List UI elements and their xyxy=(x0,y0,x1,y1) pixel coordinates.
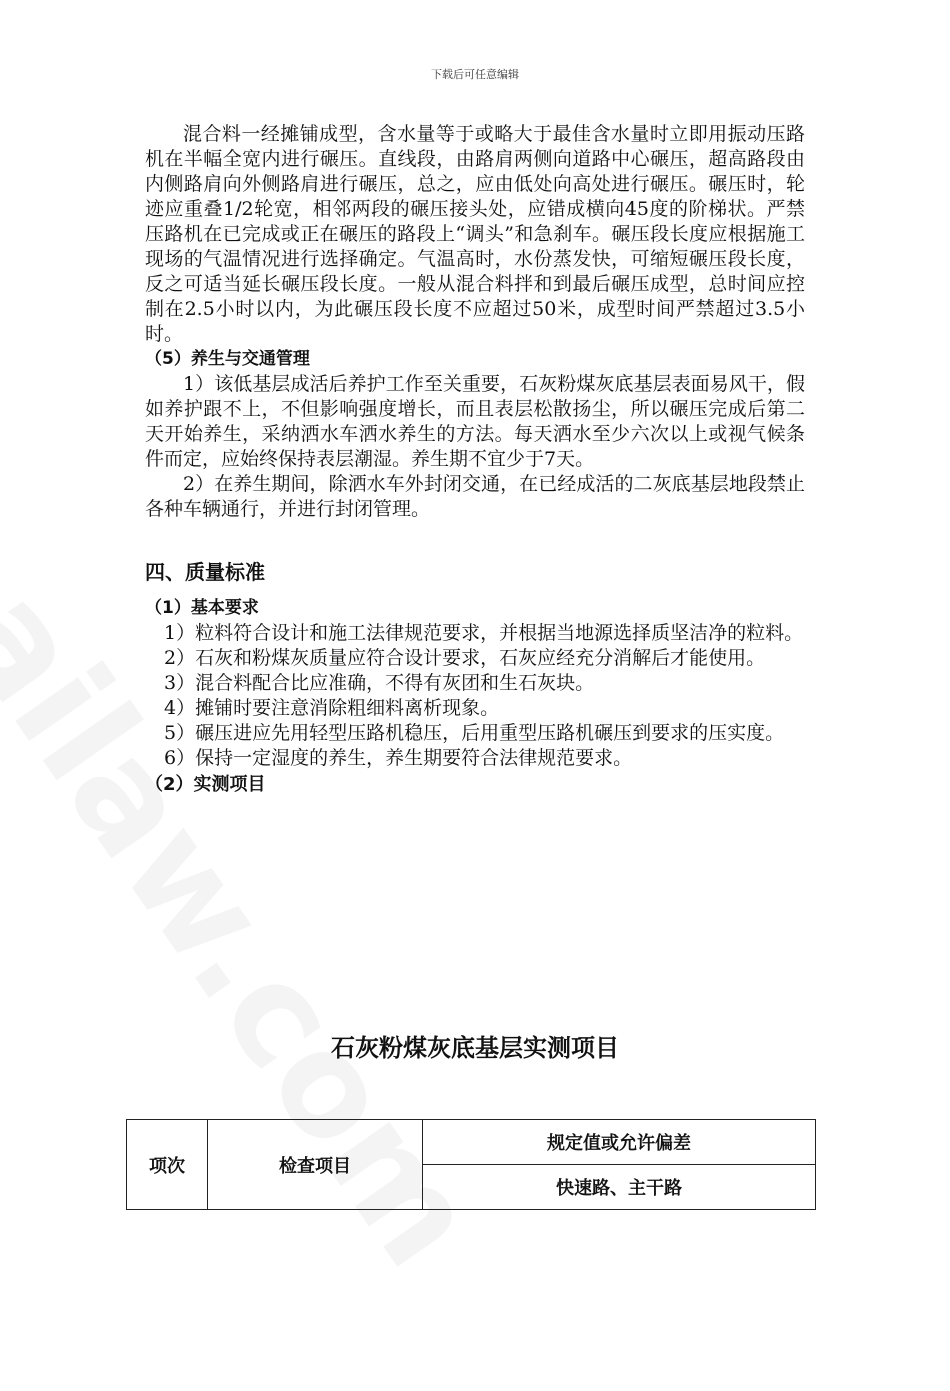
header-cell-road-class: 快速路、主干路 xyxy=(423,1165,816,1210)
paragraph-compaction: 混合料一经摊铺成型，含水量等于或略大于最佳含水量时立即用振动压路机在半幅全宽内进行碾压。直线段，由路肩两侧向道路中心碾压，超高路段由内侧路肩向外侧路肩进行碾压，总之，应由低处向高处进行碾压。碾压时，轮迹应重叠1/2轮宽，相邻两段的碾压接头处，应错成横向45度的阶梯状。严禁压路机在已完成或正在碾压的路段上“调头”和急刹车。碾压段长度应根据施工现场的气温情况进行选择确定。气温高时，水份蒸发快，可缩短碾压段长度，反之可适当延长碾压段长度。一般从混合料拌和到最后碾压成型，总时间应控制在2.5小时以内，为此碾压段长度不应超过50米，成型时间严禁超过3.5小时。 xyxy=(145,123,805,345)
subheading-curing: （5）养生与交通管理 xyxy=(145,349,310,369)
subheading-basic-requirements: （1）基本要求 xyxy=(145,598,259,618)
header-cell-item: 检查项目 xyxy=(208,1120,423,1210)
requirement-item: 4）摊铺时要注意消除粗细料离析现象。 xyxy=(164,697,500,719)
requirement-item: 5）碾压进应先用轻型压路机稳压，后用重型压路机碾压到要求的压实度。 xyxy=(164,722,785,744)
table-header-row xyxy=(127,1120,816,1165)
requirement-item: 3）混合料配合比应准确，不得有灰团和生石灰块。 xyxy=(164,672,595,694)
header-cell-index: 项次 xyxy=(127,1120,208,1210)
document-body xyxy=(145,122,805,799)
requirement-item: 2）石灰和粉煤灰质量应符合设计要求，石灰应经充分消解后才能使用。 xyxy=(164,647,766,669)
measured-items-table xyxy=(126,1119,816,1210)
page-header: 下载后可任意编辑 xyxy=(431,68,519,81)
subheading-measured-items: （2）实测项目 xyxy=(145,774,266,795)
header-cell-tolerance: 规定值或允许偏差 xyxy=(423,1120,816,1165)
table-title: 石灰粉煤灰底基层实测项目 xyxy=(331,1034,619,1062)
paragraph-curing-2: 2）在养生期间，除洒水车外封闭交通，在已经成活的二灰底基层地段禁止各种车辆通行，并进行封闭管理。 xyxy=(145,473,805,520)
section-heading-quality: 四、质量标准 xyxy=(145,560,265,584)
requirement-item: 6）保持一定湿度的养生，养生期要符合法律规范要求。 xyxy=(164,747,633,769)
requirement-item: 1）粒料符合设计和施工法律规范要求，并根据当地源选择质坚洁净的粒料。 xyxy=(164,622,804,644)
paragraph-curing-1: 1）该低基层成活后养护工作至关重要，石灰粉煤灰底基层表面易风干，假如养护跟不上，不但影响强度增长，而且表层松散扬尘，所以碾压完成后第二天开始养生，采纳洒水车洒水养生的方法。每天洒水至少六次以上或视气候条件而定，应始终保持表层潮湿。养生期不宜少于7天。 xyxy=(145,373,805,470)
